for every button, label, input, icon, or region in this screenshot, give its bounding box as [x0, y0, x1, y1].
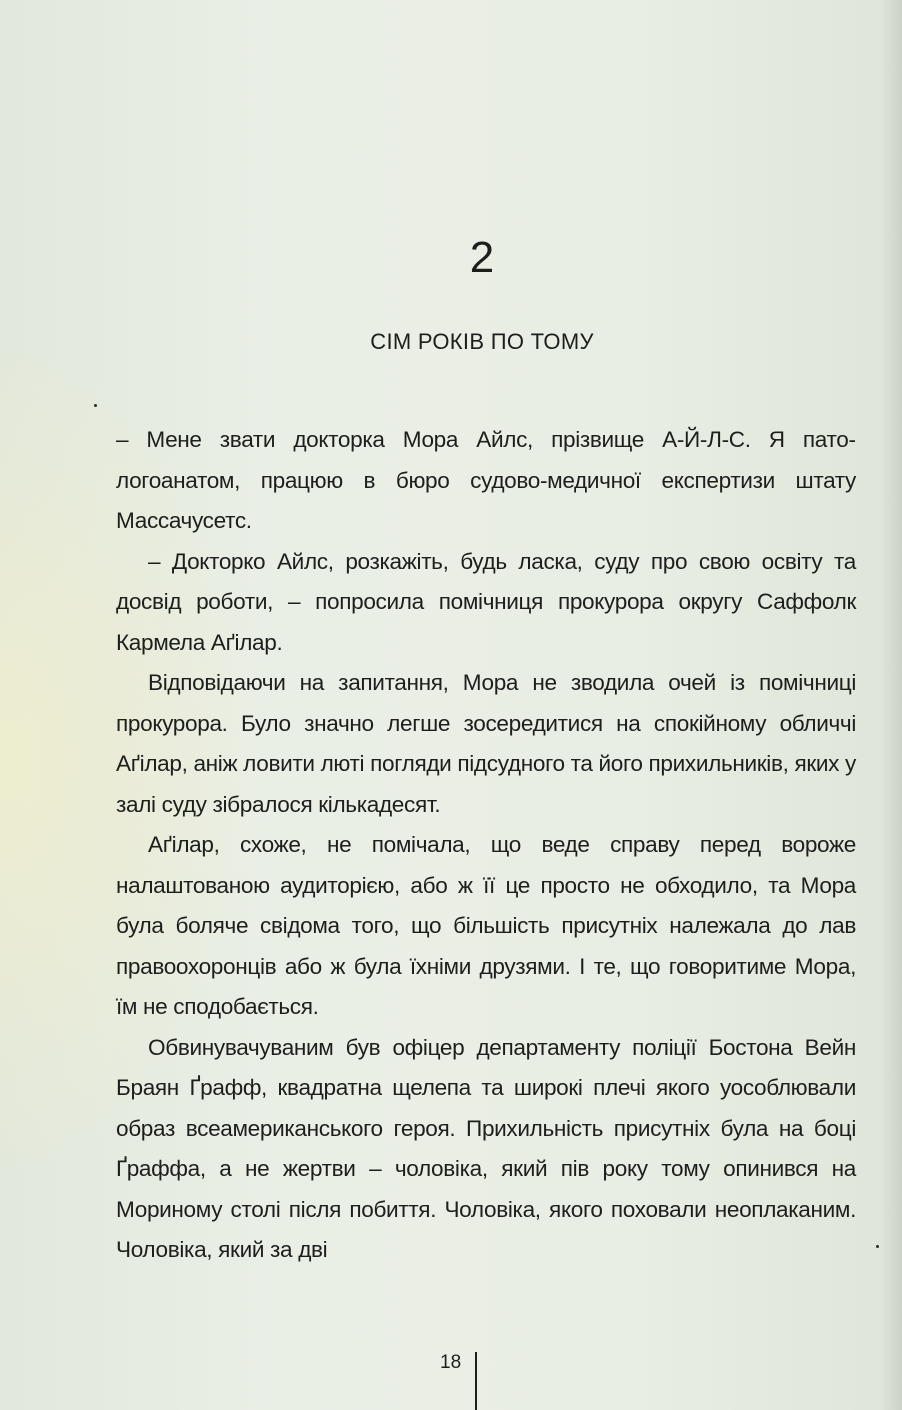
chapter-title: СІМ РОКІВ ПО ТОМУ [370, 329, 594, 354]
paragraph-4: Аґілар, схоже, не помічала, що веде справу перед вороже налаштованою аудиторією, або ж її це просто не обходило, та Мора була боляче свідома того, що більшість присутніх належала до лав правоохоронців або ж була їхніми друзями. І те, що говоритиме Мора, їм не сподобається. [116, 832, 856, 1019]
page-edge-shadow [880, 0, 902, 1410]
page-number-rule [475, 1352, 477, 1410]
paragraph-5: Обвинувачуваним був офіцер департаменту поліції Бостона Вейн Браян Ґрафф, квадратна щелепа та широкі плечі якого уособлювали образ всеамериканського героя. Прихильність присутніх була на боці Ґраффа, а не жертви – чоловіка, який пів року тому опинився на Мориному столі після побиття. Чоловіка, якого поховали неоплаканим. Чоловіка, який за дві [116, 1034, 856, 1262]
ink-speck [876, 1245, 879, 1248]
page-footer [440, 1352, 477, 1408]
paragraph-3: Відповідаючи на запитання, Мора не зводила очей із помічниці прокурора. Було значно легше зосередитися на спокійному обличчі Аґілар, аніж ловити люті погляди підсудного та його прихильників, яких у залі суду зібралося кількадесят. [116, 670, 856, 817]
paragraph-1: – Мене звати докторка Мора Айлс, прізвище А-Й-Л-С. Я патологоанатом, працюю в бюро судово-медичної експертизи штату Массачусетс. [116, 427, 856, 533]
paragraph-2: – Докторко Айлс, розкажіть, будь ласка, суду про свою освіту та досвід роботи, – попросила помічниця прокурора округу Саффолк Кармела Аґілар. [116, 548, 856, 655]
page-number: 18 [440, 1352, 462, 1373]
body-text [116, 420, 856, 1271]
ink-speck [94, 404, 97, 407]
chapter-number: 2 [469, 233, 495, 282]
